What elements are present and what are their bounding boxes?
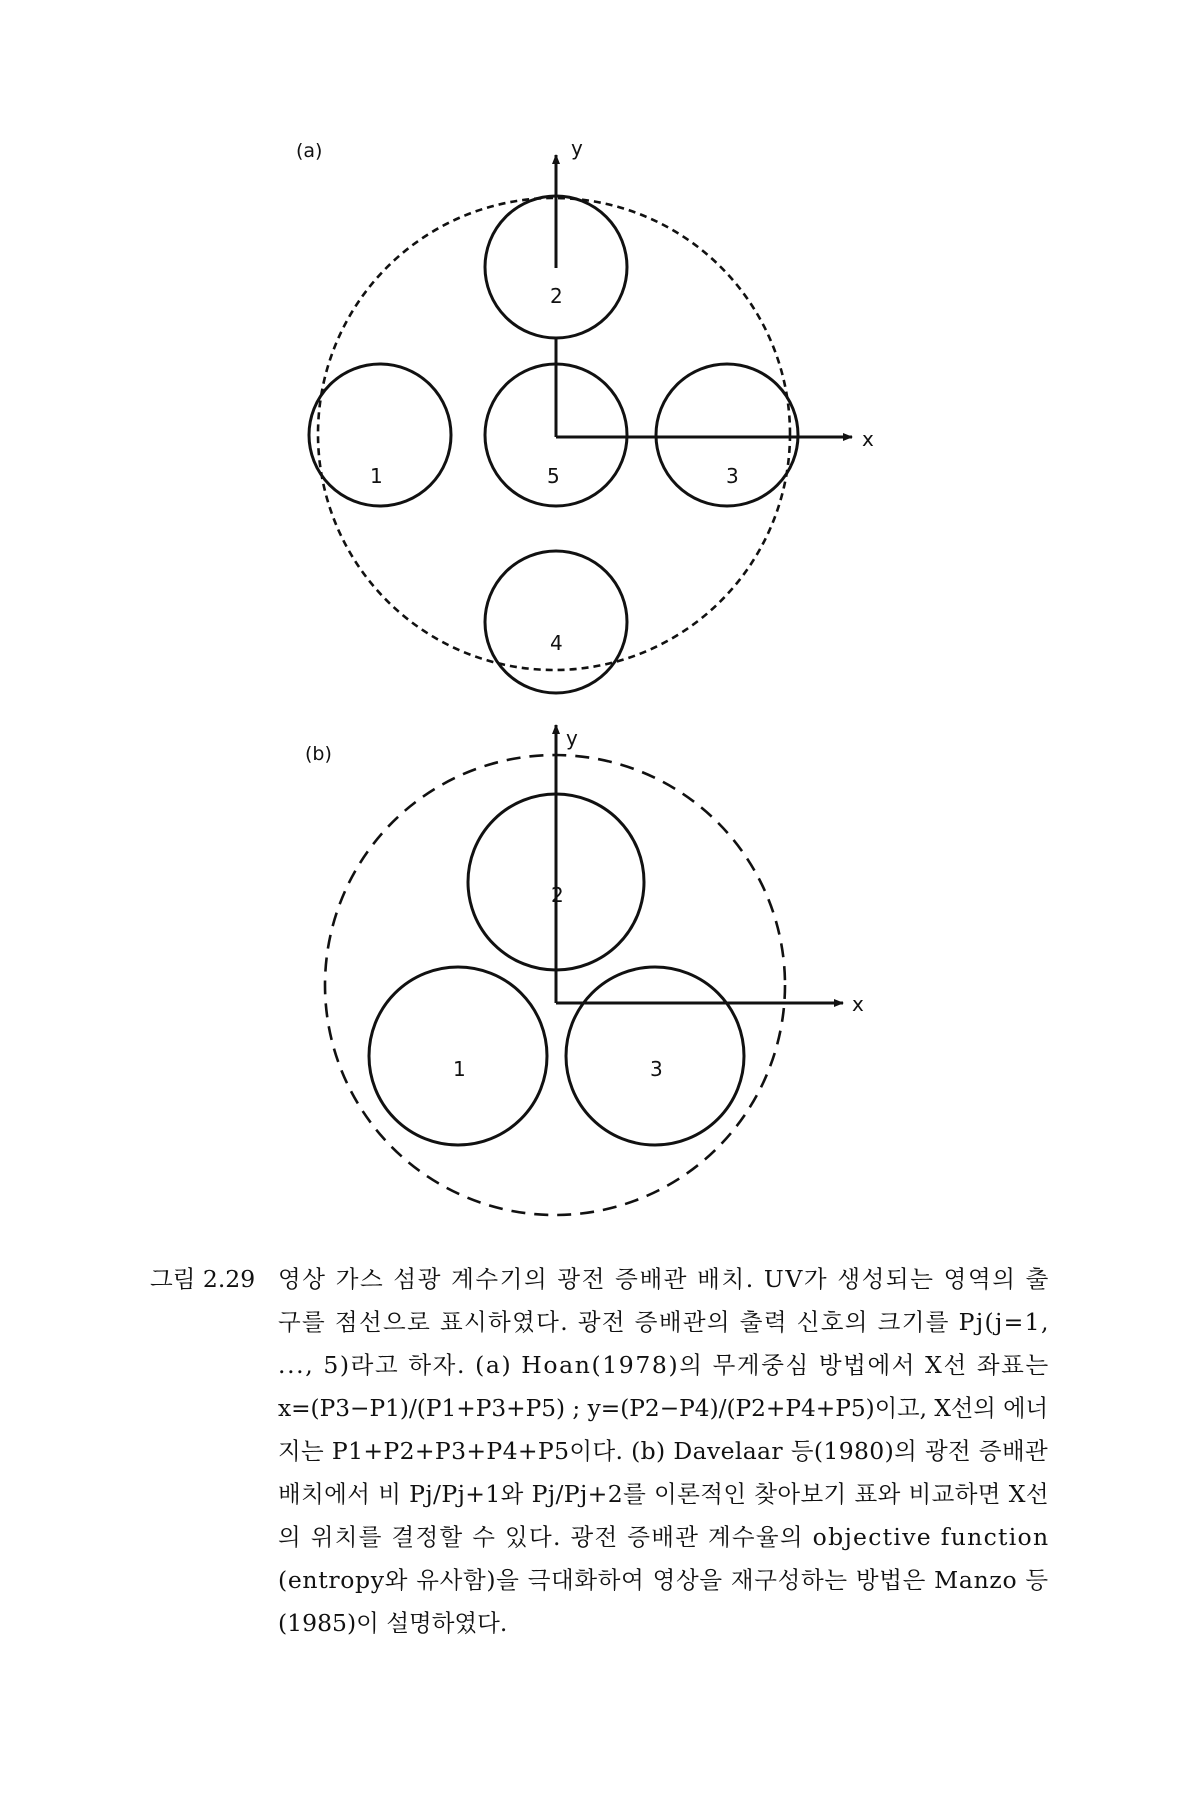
tube-5-label-a: 5: [547, 464, 560, 488]
y-axis-label-b: y: [566, 726, 578, 750]
x-axis-label-a: x: [862, 427, 874, 451]
x-axis-label-b: x: [852, 992, 864, 1016]
caption-line-3: ..., 5)라고 하자. (a) Hoan(1978)의 무게중심 방법에서 X선 좌표는: [278, 1351, 1050, 1379]
tube-4-a: [485, 551, 627, 693]
panel-b-label: (b): [305, 743, 332, 765]
tube-3-label-a: 3: [726, 464, 739, 488]
tube-3-label-b: 3: [650, 1057, 663, 1081]
uv-region-outline-a: [318, 198, 790, 670]
tube-4-label-a: 4: [550, 631, 563, 655]
caption-line-8: (entropy와 유사함)을 극대화하여 영상을 재구성하는 방법은 Manzo 등: [278, 1566, 1049, 1594]
caption-body: [278, 1258, 1048, 1645]
panel-a-label: (a): [296, 140, 323, 162]
caption-label: 그림 2.29: [150, 1265, 256, 1293]
tube-3-b: [566, 967, 744, 1145]
caption-line-4: x=(P3−P1)/(P1+P3+P5) ; y=(P2−P4)/(P2+P4+P5)이고, X선의 에너: [278, 1394, 1049, 1422]
caption-line-7: 의 위치를 결정할 수 있다. 광전 증배관 계수율의 objective function: [278, 1523, 1050, 1551]
tube-2-label-b: 2: [551, 883, 564, 907]
panel-b: [305, 725, 864, 1215]
caption-line-1: 영상 가스 섬광 계수기의 광전 증배관 배치. UV가 생성되는 영역의 출: [278, 1265, 1050, 1293]
tube-1-label-b: 1: [453, 1057, 466, 1081]
tube-1-label-a: 1: [370, 464, 383, 488]
caption-line-9: (1985)이 설명하였다.: [278, 1609, 508, 1637]
panel-a: [296, 136, 874, 693]
tube-1-b: [369, 967, 547, 1145]
caption-line-6: 배치에서 비 Pj/Pj+1와 Pj/Pj+2를 이론적인 찾아보기 표와 비교하면 X선: [278, 1480, 1049, 1508]
y-axis-label-a: y: [571, 136, 583, 160]
caption-line-2: 구를 점선으로 표시하였다. 광전 증배관의 출력 신호의 크기를 Pj(j=1,: [278, 1308, 1050, 1336]
tube-2-label-a: 2: [550, 284, 563, 308]
caption-line-5: 지는 P1+P2+P3+P4+P5이다. (b) Davelaar 등(1980)의 광전 증배관: [278, 1437, 1049, 1465]
